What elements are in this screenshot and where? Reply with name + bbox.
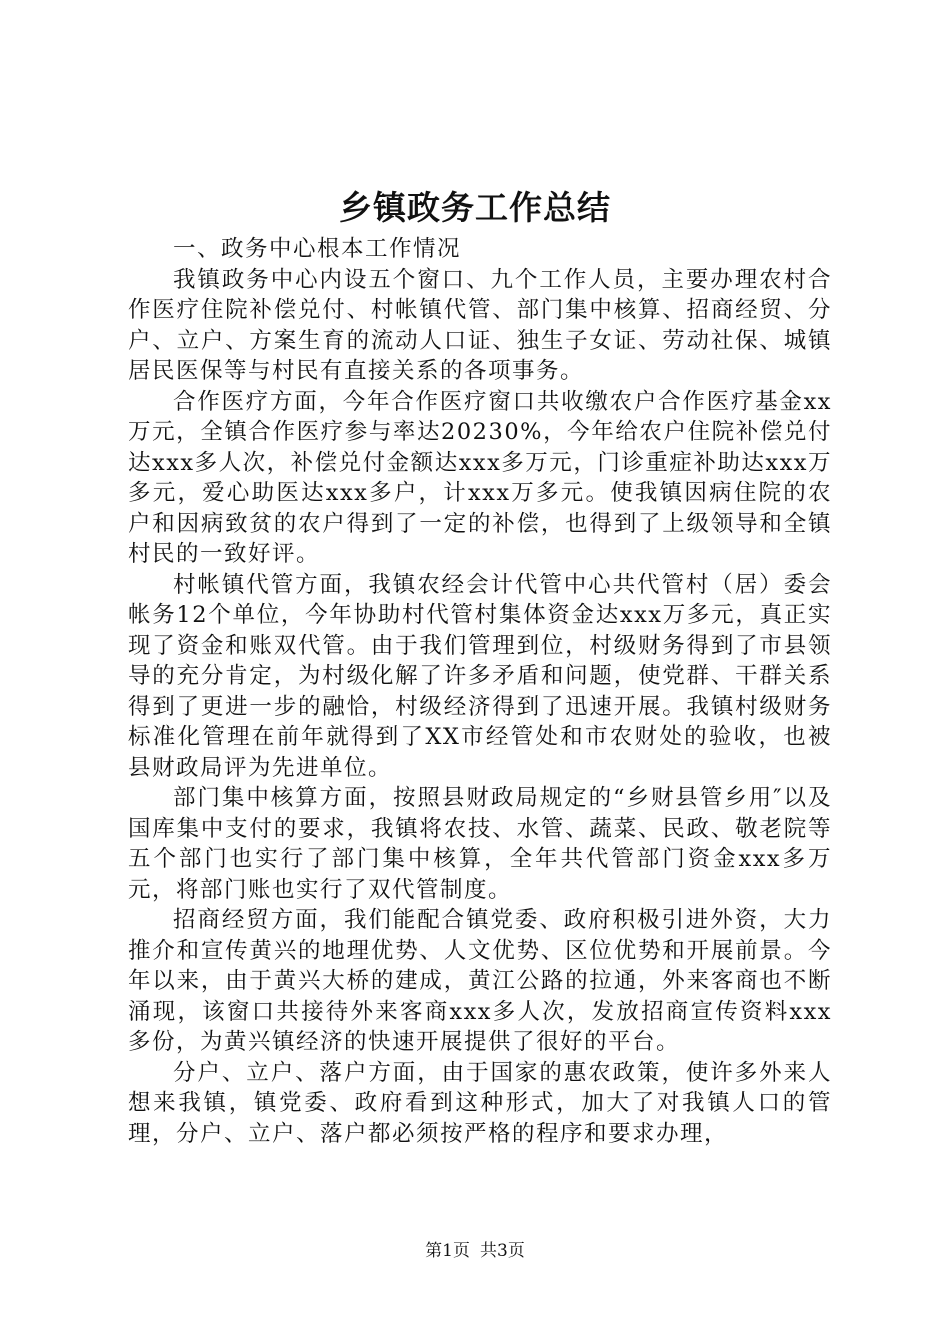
paragraph-department-accounting: 部门集中核算方面，按照县财政局规定的“乡财县管乡用″以及国库集中支付的要求，我镇将农技、水管、蔬菜、民政、敬老院等五个部门也实行了部门集中核算，全年共代管部门资金xxx多万元，将部门账也实行了双代管制度。 [128,785,832,903]
document-title: 乡镇政务工作总结 [339,188,611,227]
page-number: 第1页 [425,1241,470,1261]
page-footer [0,1239,950,1263]
paragraph-cooperative-medical: 合作医疗方面，今年合作医疗窗口共收缴农户合作医疗基金xx万元，全镇合作医疗参与率达20230%，今年给农户住院补偿兑付达xxx多人次，补偿兑付金额达xxx多万元，门诊重症补助达xxx万多元，爱心助医达xxx多户，计xxx万多元。使我镇因病住院的农户和因病致贫的农户得到了一定的补偿，也得到了上级领导和全镇村民的一致好评。 [128,388,832,567]
paragraph-overview: 我镇政务中心内设五个窗口、九个工作人员，主要办理农村合作医疗住院补偿兑付、村帐镇代管、部门集中核算、招商经贸、分户、立户、方案生育的流动人口证、独生子女证、劳动社保、城镇居民医保等与村民有直接关系的各项事务。 [128,266,832,384]
paragraph-investment-trade: 招商经贸方面，我们能配合镇党委、政府积极引进外资，大力推介和宣传黄兴的地理优势、人文优势、区位优势和开展前景。今年以来，由于黄兴大桥的建成，黄江公路的拉通，外来客商也不断涌现，该窗口共接待外来客商xxx多人次，发放招商宣传资料xxx多份，为黄兴镇经济的快速开展提供了很好的平台。 [128,907,832,1055]
document-body [128,234,832,1149]
section-heading: 一、政务中心根本工作情况 [173,236,462,262]
paragraph-village-accounts: 村帐镇代管方面，我镇农经会计代管中心共代管村（居）委会帐务12个单位，今年协助村代管村集体资金达xxx万多元，真正实现了资金和账双代管。由于我们管理到位，村级财务得到了市县领导的充分肯定，为村级化解了许多矛盾和问题，使党群、干群关系得到了更进一步的融恰，村级经济得到了迅速开展。我镇村级财务标准化管理在前年就得到了XX市经管处和市农财处的验收，也被县财政局评为先进单位。 [128,571,832,781]
page-total: 共3页 [480,1241,525,1261]
paragraph-household-registration: 分户、立户、落户方面，由于国家的惠农政策，使许多外来人想来我镇，镇党委、政府看到这种形式，加大了对我镇人口的管理，分户、立户、落户都必须按严格的程序和要求办理， [128,1059,832,1147]
